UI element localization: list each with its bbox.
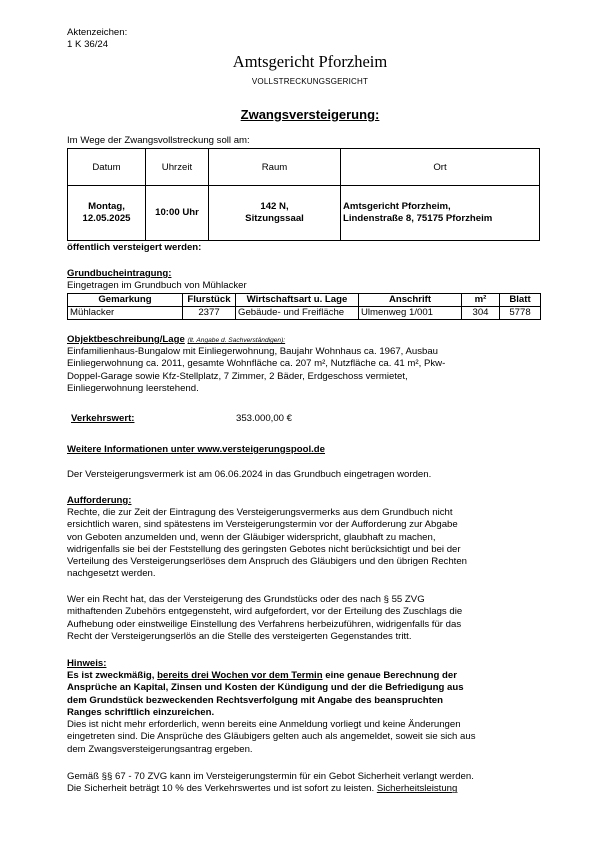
document-title: Zwangsversteigerung:: [240, 107, 380, 122]
aufforderung-line: widrigenfalls sie bei der Feststellung des geringsten Gebotes nicht berücksichtigt und bei der: [67, 543, 461, 555]
objekt-line: Einliegerwohnung ca. 2011, gesamte Wohnfläche ca. 207 m², Nutzfläche ca. 41 m², Pkw-: [67, 358, 446, 370]
termin-uhrzeit: 10:00 Uhr: [146, 186, 209, 241]
grundbuch-header-flurstueck: Flurstück: [183, 294, 236, 307]
termin-header-datum: Datum: [68, 149, 146, 186]
aufforderung-line: Wer ein Recht hat, das der Versteigerung des Grundstücks oder des nach § 55 ZVG: [67, 594, 425, 605]
objekt-heading: Objektbeschreibung/Lage: [67, 334, 185, 345]
court-name: Amtsgericht Pforzheim: [232, 52, 388, 71]
grundbuch-header-gemarkung: Gemarkung: [68, 294, 183, 307]
termin-value-row: [68, 186, 540, 241]
sicherheit-line: [67, 783, 537, 795]
sicherheit-line2-start: Die Sicherheit beträgt 10 % des Verkehrswertes und ist sofort zu leisten.: [67, 783, 377, 795]
objekt-heading-note: (lt. Angabe d. Sachverständigen):: [187, 337, 286, 344]
grundbuch-flurstueck: 2377: [183, 307, 236, 320]
termin-table: [67, 148, 540, 241]
hinweis-bold-line: Ansprüche an Kapital, Zinsen und Kosten der Kündigung und der die Befriedigung aus: [67, 682, 464, 694]
grundbuch-anschrift: Ulmenweg 1/001: [359, 307, 462, 320]
versteigert-text: öffentlich versteigert werden:: [67, 242, 202, 253]
hinweis-bold-underlined: bereits drei Wochen vor dem Termin: [157, 670, 323, 681]
hinweis-bold-start: Es ist zweckmäßig,: [67, 670, 158, 681]
objekt-line: Doppel-Garage sowie Kfz-Stellplatz, 7 Zimmer, 2 Bäder, Erdgeschoss vermietet,: [67, 370, 408, 382]
objekt-description: [67, 346, 522, 395]
grundbuch-wirtschaftsart: Gebäude- und Freifläche: [236, 307, 359, 320]
aktenzeichen-value: 1 K 36/24: [67, 39, 109, 50]
aufforderung-paragraph-1: [67, 507, 522, 581]
termin-ort: [341, 186, 540, 241]
hinweis-bold-line: [67, 670, 527, 682]
aktenzeichen-label: Aktenzeichen:: [67, 27, 128, 38]
grundbuch-row: [68, 307, 541, 320]
termin-raum-line1: 142 N,: [260, 201, 289, 212]
termin-header-raum: Raum: [209, 149, 341, 186]
grundbuch-heading: Grundbucheintragung:: [67, 268, 172, 279]
aufforderung-line: nachgesetzt werden.: [67, 568, 156, 580]
hinweis-text: [67, 670, 527, 756]
hinweis-line: eingetreten sind. Die Ansprüche des Gläubigers gelten auch als angemeldet, soweit sie sich aus: [67, 731, 476, 743]
vermerk-text: Der Versteigerungsvermerk ist am 06.06.2024 in das Grundbuch eingetragen worden.: [67, 469, 432, 480]
aufforderung-line: Rechte, die zur Zeit der Eintragung des Versteigerungsvermerks aus dem Grundbuch nicht: [67, 507, 453, 518]
grundbuch-header-flaeche: m²: [462, 294, 500, 307]
verkehrswert-label: Verkehrswert:: [71, 413, 135, 424]
grundbuch-gemarkung: Mühlacker: [68, 307, 183, 320]
weitere-info-link[interactable]: Weitere Informationen unter www.versteigerungspool.de: [67, 444, 326, 455]
termin-header-row: [68, 149, 540, 186]
hinweis-bold-line: Ranges schriftlich einzureichen.: [67, 706, 215, 718]
termin-ort-line2: Lindenstraße 8, 75175 Pforzheim: [343, 213, 493, 224]
aufforderung-line: Aufhebung oder einstweilige Einstellung des Verfahrens herbeizuführen, widrigenfalls für das: [67, 618, 462, 630]
termin-datum-line2: 12.05.2025: [82, 213, 131, 224]
grundbuch-header-row: [68, 294, 541, 307]
grundbuch-header-blatt: Blatt: [500, 294, 541, 307]
aufforderung-line: Verteilung des Versteigerungserlöses dem Anspruch des Gläubigers und den übrigen Rechten: [67, 556, 467, 568]
aufforderung-line: mithaftenden Zubehörs entgegensteht, wird aufgefordert, vor der Erteilung des Zuschlags die: [67, 606, 463, 618]
verkehrswert-value: 353.000,00 €: [236, 413, 293, 424]
aufforderung-line: Recht der Versteigerungserlös an die Stelle des versteigerten Gegenstandes tritt.: [67, 630, 412, 642]
termin-header-uhrzeit: Uhrzeit: [146, 149, 209, 186]
termin-ort-line1: Amtsgericht Pforzheim,: [343, 201, 451, 212]
hinweis-line: Dies ist nicht mehr erforderlich, wenn bereits eine Anmeldung vorliegt und keine Änderungen: [67, 719, 461, 731]
aufforderung-line: ersichtlich waren, sind spätestens im Versteigerungstermin vor der Aufforderung zur Abgabe: [67, 519, 458, 531]
aufforderung-line: von Geboten anzumelden und, wenn der Gläubiger widerspricht, glaubhaft zu machen,: [67, 531, 436, 543]
aufforderung-heading: Aufforderung:: [67, 495, 132, 506]
grundbuch-header-anschrift: Anschrift: [359, 294, 462, 307]
hinweis-heading: Hinweis:: [67, 658, 107, 669]
sicherheit-line: Gemäß §§ 67 - 70 ZVG kann im Versteigerungstermin für ein Gebot Sicherheit verlangt werden.: [67, 771, 474, 782]
aufforderung-paragraph-2: [67, 594, 522, 643]
hinweis-bold-line: dem Grundstück bezweckenden Rechtsverfolgung mit Angabe des beanspruchten: [67, 694, 444, 706]
grundbuch-flaeche: 304: [462, 307, 500, 320]
termin-raum-line2: Sitzungssaal: [245, 213, 304, 224]
hinweis-line: dem Zwangsversteigerungsantrag ergeben.: [67, 743, 253, 755]
hinweis-bold-end: eine genaue Berechnung der: [322, 670, 457, 681]
termin-raum: [209, 186, 341, 241]
grundbuch-header-wirtschaftsart: Wirtschaftsart u. Lage: [236, 294, 359, 307]
objekt-line: Einfamilienhaus-Bungalow mit Einliegerwohnung, Baujahr Wohnhaus ca. 1967, Ausbau: [67, 346, 439, 357]
court-subtitle: VOLLSTRECKUNGSGERICHT: [251, 77, 369, 86]
sicherheitsleistung-term: Sicherheitsleistung: [376, 783, 458, 795]
sicherheit-text: [67, 771, 537, 796]
termin-header-ort: Ort: [341, 149, 540, 186]
intro-text: Im Wege der Zwangsvollstreckung soll am:: [67, 135, 250, 146]
grundbuch-table: [67, 293, 541, 320]
termin-datum: [68, 186, 146, 241]
grundbuch-blatt: 5778: [500, 307, 541, 320]
objekt-line: Einliegerwohnung leerstehend.: [67, 382, 199, 394]
termin-datum-line1: Montag,: [88, 201, 125, 212]
grundbuch-subline: Eingetragen im Grundbuch von Mühlacker: [67, 280, 247, 291]
